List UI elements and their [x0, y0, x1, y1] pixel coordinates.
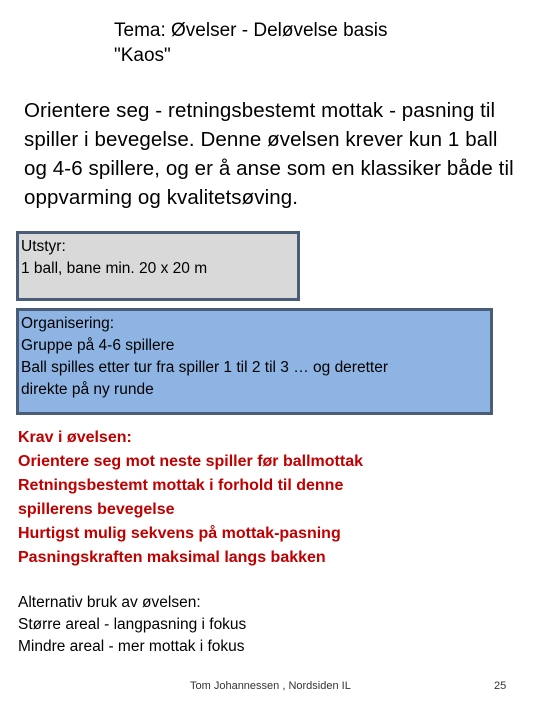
footer-author: Tom Johannessen , Nordsiden IL: [190, 680, 351, 692]
requirement-item: Orientere seg mot neste spiller før ballmottak: [18, 453, 363, 470]
alternative-heading: Alternativ bruk av øvelsen:: [18, 594, 201, 611]
alternative-item: Mindre areal - mer mottak i fokus: [18, 638, 245, 655]
organisation-line: Ball spilles etter tur fra spiller 1 til 2 til 3 … og deretter: [21, 359, 388, 376]
organisation-line: direkte på ny runde: [21, 381, 154, 398]
equipment-box: [16, 231, 300, 301]
intro-line: spiller i bevegelse. Denne øvelsen krever kun 1 ball: [24, 128, 498, 151]
requirement-item: spillerens bevegelse: [18, 501, 175, 518]
equipment-heading: Utstyr:: [21, 238, 66, 255]
intro-line: og 4-6 spillere, og er å anse som en klassiker både til: [24, 157, 514, 180]
intro-line: oppvarming og kvalitetsøving.: [24, 186, 299, 209]
equipment-text: 1 ball, bane min. 20 x 20 m: [21, 260, 208, 277]
alternative-use: [18, 592, 418, 658]
title-line-1: Tema: Øvelser - Deløvelse basis: [114, 20, 388, 41]
requirements-list: [18, 426, 418, 570]
title-line-2: "Kaos": [114, 45, 171, 66]
intro-paragraph: [24, 96, 532, 212]
organisation-heading: Organisering:: [21, 315, 115, 332]
alternative-item: Større areal - langpasning i fokus: [18, 616, 247, 633]
requirement-item: Retningsbestemt mottak i forhold til denne: [18, 477, 344, 494]
requirement-item: Hurtigst mulig sekvens på mottak-pasning: [18, 525, 341, 542]
requirements-heading: Krav i øvelsen:: [18, 429, 132, 446]
page-number: 25: [494, 680, 507, 692]
organisation-box: [16, 308, 493, 415]
organisation-line: Gruppe på 4-6 spillere: [21, 337, 175, 354]
slide-title: [114, 18, 524, 68]
requirement-item: Pasningskraften maksimal langs bakken: [18, 549, 326, 566]
intro-line: Orientere seg - retningsbestemt mottak - pasning til: [24, 99, 496, 122]
